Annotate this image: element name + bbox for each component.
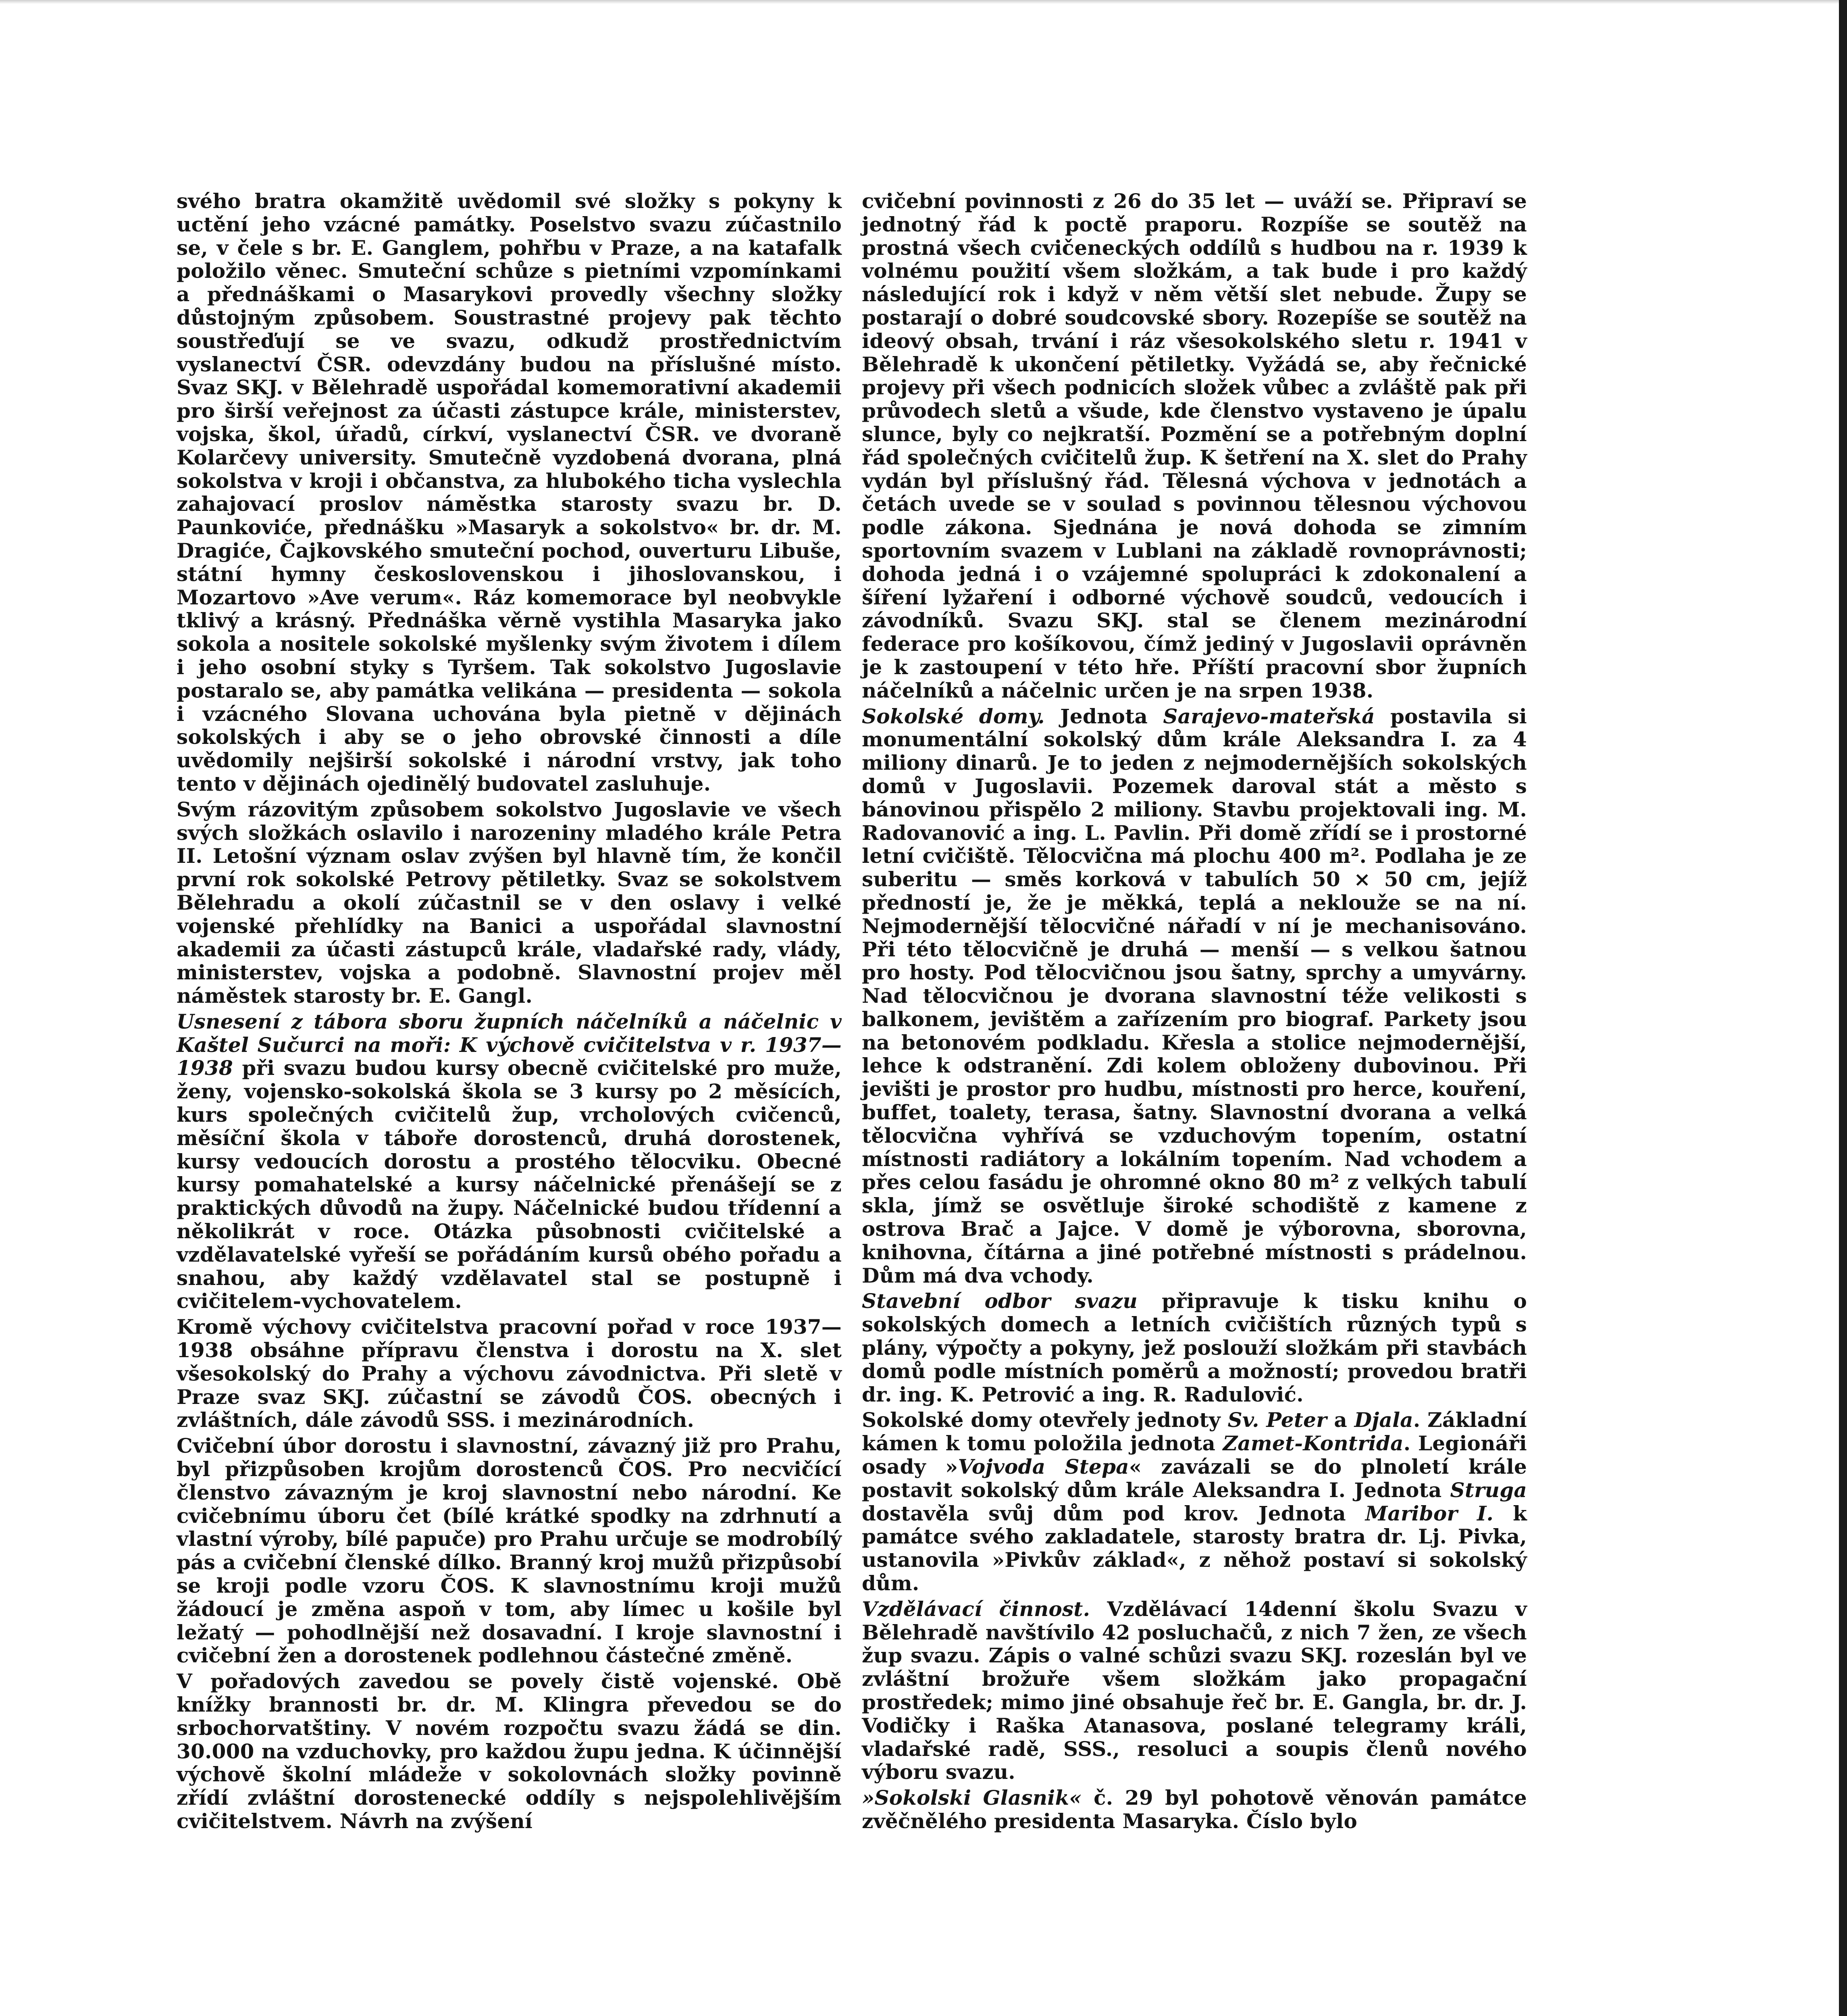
paragraph-text: postavila si monumentální sokolský dům krále Aleksandra I. za 4 miliony dinarů. Je to jeden z nejmodernějších sokolských domů v Jugoslavii. Pozemek daroval stát a město s bánovinou přispělo 2 miliony. Stavbu projektovali ing. M. Radovanović a ing. L. Pavlin. Při domě zřídí se i prostorné letní cvičiště. Tělocvična má plochu 400 m². Podlaha je ze suberitu — směs korková v tabulích 50 × 50 cm, jejíž předností je, že je měkká, teplá a neklouže se na ní. Nejmodernější tělocvičné nářadí v ní je mechanisováno. Při této tělocvičně je druhá — menší — s velkou šatnou pro hosty. Pod tělocvičnou jsou šatny, sprchy a umyvárny. Nad tělocvičnou je dvorana slavnostní téže velikosti s balkonem, jevištěm a zařízením pro biograf. Parkety jsou na betonovém podkladu. Křesla a stolice nejmodernější, lehce k odstranění. Zdi kolem obloženy dubovinou. Při jevišti je prostor pro hudbu, místnosti pro herce, kouření, buffet, toalety, terasa, šatny. Slavnostní dvorana a velká tělocvična vyhřívá se vzduchovým topením, ostatní místnosti radiátory a lokálním topením. Nad vchodem a přes celou fasádu je ohromné okno 80 m² z velkých tabulí skla, jímž se osvětluje široké schodiště z kamene z ostrova Brač a Jajce. V domě je výborovna, sborovna, knihovna, čítárna a jiné potřebné místnosti s prádelnou. Dům má dva vchody. (862, 704, 1527, 1287)
paragraph-lead: Stavební odbor svazu (862, 1289, 1138, 1313)
paragraph-text: . Legionáři osady » (862, 1431, 1527, 1479)
paragraph-lead: Usnesení z tábora sboru župních náčelníků a náčelnic v Kaštel Sučurci na moři: K výchově cvičitelstva v r. 1937—1938 (177, 1009, 842, 1080)
paragraph (862, 1786, 1527, 1833)
emphasis: Djala (1354, 1408, 1413, 1432)
paragraph-text: dostavěla svůj dům pod krov. Jednota (862, 1501, 1365, 1525)
paragraph-text: Vzdělávací 14denní školu Svazu v Bělehradě navštívilo 42 posluchačů, z nich 7 žen, ze všech žup svazu. Zápis o valné schůzi svazu SKJ. rozeslán byl ve zvláštní brožuře všem složkám jako propagační prostředek; mimo jiné obsahuje řeč br. E. Gangla, br. dr. J. Vodičky i Raška Atanasova, poslané telegramy králi, vladařské radě, SSS., resoluci a soupis členů nového výboru svazu. (862, 1597, 1527, 1784)
paragraph (177, 1434, 842, 1667)
paragraph (177, 190, 842, 796)
paragraph (177, 798, 842, 1008)
paragraph (177, 1315, 842, 1432)
paragraph-lead: Vzdělávací činnost. (862, 1597, 1090, 1621)
scan-right-edge (1839, 0, 1847, 2016)
paragraph-text: svého bratra okamžitě uvědomil své složky s pokyny k uctění jeho vzácné památky. Poselstvo svazu zúčastnilo se, v čele s br. E. Ganglem, pohřbu v Praze, a na katafalk položilo věnec. Smuteční schůze s pietními vzpomínkami a přednáškami o Masarykovi provedly všechny složky důstojným způsobem. Soustrastné projevy pak těchto soustřeďují se ve svazu, odkudž prostřednictvím vyslanectví ČSR. odevzdány budou na příslušné místo. Svaz SKJ. v Bělehradě uspořádal komemorativní akademii pro širší veřejnost za účasti zástupce krále, ministerstev, vojska, škol, úřadů, církví, vyslanectví ČSR. ve dvoraně Kolarčevy university. Smutečně vyzdobená dvorana, plná sokolstva v kroji i občanstva, za hlubokého ticha vyslechla zahajovací proslov náměstka starosty svazu br. D. Paunkoviće, přednášku »Masaryk a sokolstvo« br. dr. M. Dragiće, Čajkovského smuteční pochod, ouverturu Libuše, státní hymny československou i jihoslovanskou, i Mozartovo »Ave verum«. Ráz komemorace byl neobvykle tklivý a krásný. Přednáška věrně vystihla Masaryka jako sokola a nositele sokolské myšlenky svým životem i dílem i jeho osobní styky s Tyršem. Tak sokolstvo Jugoslavie postaralo se, aby památka velikána — presidenta — sokola i vzácného Slovana uchována byla pietně v dějinách sokolských i aby se o jeho obrovské činnosti a díle uvědomily nejširší sokolské i národní vrstvy, jak toho tento v dějinách ojedinělý budovatel zasluhuje. (177, 189, 842, 796)
paragraph-text: V pořadových zavedou se povely čistě vojenské. Obě knížky brannosti br. dr. M. Klingra převedou se do srbochorvatštiny. V novém rozpočtu svazu žádá se din. 30.000 na vzduchovky, pro každou župu jedna. K účinnější výchově školní mládeže v sokolovnách složky povinně zřídí zvláštní dorostenecké oddíly s nejspolehlivějším cvičitelstvem. Návrh na zvýšení (177, 1669, 842, 1833)
paragraph-text: k památce svého zakladatele, starosty bratra dr. Lj. Pivka, ustanovila »Pivkův základ«, z něhož postaví si sokolský dům. (862, 1501, 1527, 1595)
paragraph-text: připravuje k tisku knihu o sokolských domech a letních cvičištích různých typů s plány, výpočty a pokyny, jež poslouží složkám při stavbách domů podle místních poměrů a možností; provedou bratři dr. ing. K. Petrović a ing. R. Radulović. (862, 1289, 1527, 1406)
emphasis: Vojvoda Stepa (958, 1455, 1129, 1479)
paragraph-text: Cvičební úbor dorostu i slavnostní, závazný již pro Prahu, byl přizpůsoben krojům dorostenců ČOS. Pro necvičící členstvo závazným je kroj slavnostní nebo národní. Ke cvičebnímu úboru čet (bílé krátké spodky na zdrhnutí a vlastní výroby, bílé papuče) pro Prahu určuje se modrobílý pás a cvičební členské dílko. Branný kroj mužů přizpůsobí se kroji podle vzoru ČOS. K slavnostnímu kroji mužů žádoucí je změna aspoň v tom, aby límec u košile byl ležatý — pohodlnější než dosavadní. I kroje slavnostní i cvičební žen a dorostenek podlehnou částečné změně. (177, 1434, 842, 1668)
paragraph (862, 1597, 1527, 1784)
emphasis: »Sokolski Glasnik« (862, 1786, 1082, 1810)
paragraph-text: Jednota (1044, 704, 1163, 728)
paragraph-text: č. 29 byl pohotově věnován památce zvěčnělého presidenta Masaryka. Číslo bylo (862, 1786, 1527, 1833)
paragraph-text: Sokolské domy otevřely jednoty (862, 1408, 1228, 1432)
paragraph-text: Svým rázovitým způsobem sokolstvo Jugoslavie ve všech svých složkách oslavilo i narozeniny mladého krále Petra II. Letošní význam oslav zvýšen byl hlavně tím, že končil první rok sokolské Petrovy pětiletky. Svaz se sokolstvem Bělehradu a okolí zúčastnil se v den oslavy i velké vojenské přehlídky na Banici a uspořádal slavnostní akademii za účasti zástupců krále, vladařské rady, vlády, ministerstev, vojska a podobně. Slavnostní projev měl náměstek starosty br. E. Gangl. (177, 797, 842, 1008)
emphasis: Maribor I. (1365, 1501, 1494, 1525)
scan-top-edge (0, 0, 1847, 4)
paragraph-text: Kromě výchovy cvičitelstva pracovní pořad v roce 1937—1938 obsáhne přípravu členstva i dorostu na X. slet všesokolský do Prahy a výchovu závodnictva. Při sletě v Praze svaz SKJ. zúčastní se závodů ČOS. obecných i zvláštních, dále závodů SSS. i mezinárodních. (177, 1315, 842, 1432)
paragraph-text: . Základní kámen k tomu položila jednota (862, 1408, 1527, 1456)
emphasis: Zamet-Kontrida (1223, 1431, 1404, 1456)
paragraph-text: při svazu budou kursy obecně cvičitelské pro muže, ženy, vojensko-sokolská škola se 3 kursy po 2 měsících, kurs společných cvičitelů žup, vrcholových cvičenců, měsíční škola v táboře dorostenců, druhá dorostenek, kursy vedoucích dorostu a prostého tělocviku. Obecné kursy pomahatelské a kursy náčelnické přenášejí se z praktických důvodů na župy. Náčelnické budou třídenní a několikrát v roce. Otázka působnosti cvičitelské a vzdělavatelské vyřeší se pořádáním kursů obého pořadu a snahou, aby každý vzdělavatel stal se postupně i cvičitelem-vychovatelem. (177, 1056, 842, 1313)
paragraph-text: a (1327, 1408, 1354, 1432)
right-column (862, 190, 1527, 1833)
emphasis: Struga (1450, 1478, 1527, 1502)
emphasis: Sarajevo-mateřská (1163, 704, 1375, 728)
paragraph (862, 705, 1527, 1287)
paragraph-text: cvičební povinnosti z 26 do 35 let — uváží se. Připraví se jednotný řád k poctě praporu. Rozpíše se soutěž na prostná všech cvičeneckých oddílů s hudbou na r. 1939 k volnému použití všem složkám, a tak bude i pro každý následující rok i když v něm větší slet nebude. Župy se postarají o dobré soudcovské sbory. Rozepíše se soutěž na ideový obsah, trvání i ráz všesokolského sletu r. 1941 v Bělehradě k ukončení pětiletky. Vyžádá se, aby řečnické projevy při všech podnicích složek vůbec a zvláště pak při průvodech sletů a všude, kde členstvo vystaveno je úpalu slunce, byly co nejkratší. Pozmění se a potřebným doplní řád společných cvičitelů žup. K šetření na X. slet do Prahy vydán byl příslušný řád. Tělesná výchova v jednotách a četách uvede se v soulad s povinnou tělesnou výchovou podle zákona. Sjednána je nová dohoda se zimním sportovním svazem v Lublani na základě rovnoprávnosti; dohoda jedná i o vzájemné spolupráci k zdokonalení a šíření lyžaření i odborné výchově soudců, vedoucích i závodníků. Svazu SKJ. stal se členem mezinárodní federace pro košíkovou, čímž jediný v Jugoslavii oprávněn je k zastoupení v této hře. Příští pracovní sbor župních náčelníků a náčelnic určen je na srpen 1938. (862, 189, 1527, 702)
paragraph (862, 1408, 1527, 1595)
paragraph-text: « zavázali se do plnoletí krále postavit sokolský dům krále Aleksandra I. Jednota (862, 1455, 1527, 1502)
left-column (177, 190, 842, 1833)
paragraph-lead: Sokolské domy. (862, 704, 1045, 728)
paragraph (177, 1010, 842, 1313)
paragraph (177, 1670, 842, 1833)
paragraph (862, 190, 1527, 702)
paragraph (862, 1289, 1527, 1406)
emphasis: Sv. Peter (1227, 1408, 1327, 1432)
